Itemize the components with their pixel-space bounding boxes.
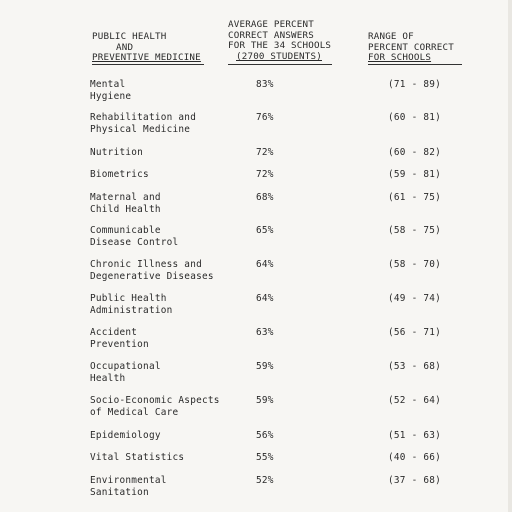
average-cell: 64%: [256, 259, 274, 270]
range-cell: (60 - 82): [388, 147, 442, 158]
subject-cell: [90, 79, 131, 102]
range-cell: (58 - 70): [388, 259, 442, 270]
subject-line: Environmental: [90, 475, 167, 486]
subject-line: Disease Control: [90, 236, 179, 248]
subject-line: Administration: [90, 304, 173, 316]
range-header-line-2: PERCENT CORRECT: [368, 41, 454, 53]
subject-cell: [90, 452, 184, 464]
subject-cell: [90, 293, 173, 316]
average-header-line-4: (2700 STUDENTS): [236, 50, 322, 62]
subject-cell: [90, 112, 196, 135]
subject-line: Maternal and: [90, 192, 161, 203]
subject-line: Hygiene: [90, 90, 132, 102]
subject-line: of Medical Care: [90, 406, 179, 418]
average-cell: 83%: [256, 79, 274, 90]
subject-line: Mental: [90, 79, 126, 90]
subject-line: Socio-Economic Aspects: [90, 395, 220, 406]
subject-line: Communicable: [90, 225, 161, 236]
average-column-header: [228, 20, 331, 62]
subject-line: Public Health: [90, 293, 167, 304]
average-cell: 59%: [256, 395, 274, 406]
average-cell: 56%: [256, 430, 274, 441]
subject-header-rule: [92, 64, 204, 65]
subject-cell: [90, 192, 161, 215]
average-header-line-3: FOR THE 34 SCHOOLS: [228, 40, 332, 52]
subject-cell: [90, 225, 178, 248]
subject-line: Vital Statistics: [90, 452, 185, 463]
range-cell: (37 - 68): [388, 475, 442, 486]
range-cell: (53 - 68): [388, 361, 442, 372]
subject-cell: [90, 147, 143, 159]
average-cell: 72%: [256, 147, 274, 158]
subject-line: Health: [90, 372, 126, 384]
range-cell: (56 - 71): [388, 327, 442, 338]
average-header-line-2: CORRECT ANSWERS: [228, 29, 314, 41]
average-cell: 55%: [256, 452, 274, 463]
subject-line: Nutrition: [90, 147, 144, 158]
average-header-rule: [228, 64, 332, 65]
range-header-line-3: FOR SCHOOLS: [368, 52, 432, 64]
range-cell: (71 - 89): [388, 79, 442, 90]
range-cell: (52 - 64): [388, 395, 442, 406]
range-cell: (51 - 63): [388, 430, 442, 441]
subject-column-header: [92, 32, 201, 64]
subject-line: Occupational: [90, 361, 161, 372]
range-header-line-1: RANGE OF: [368, 31, 414, 42]
subject-cell: [90, 327, 149, 350]
average-cell: 59%: [256, 361, 274, 372]
average-cell: 68%: [256, 192, 274, 203]
range-cell: (40 - 66): [388, 452, 442, 463]
average-cell: 72%: [256, 169, 274, 180]
range-header-rule: [368, 64, 462, 65]
subject-line: Accident: [90, 327, 138, 338]
range-cell: (60 - 81): [388, 112, 442, 123]
range-cell: (59 - 81): [388, 169, 442, 180]
subject-line: Child Health: [90, 203, 161, 215]
subject-line: Rehabilitation and: [90, 112, 197, 123]
average-cell: 76%: [256, 112, 274, 123]
subject-cell: [90, 361, 161, 384]
subject-line: Epidemiology: [90, 430, 161, 441]
subject-cell: [90, 169, 149, 181]
subject-cell: [90, 395, 220, 418]
subject-line: Biometrics: [90, 169, 149, 180]
subject-line: Physical Medicine: [90, 123, 191, 135]
average-cell: 52%: [256, 475, 274, 486]
average-cell: 64%: [256, 293, 274, 304]
subject-line: Degenerative Diseases: [90, 270, 214, 282]
subject-line: Sanitation: [90, 486, 149, 498]
range-cell: (61 - 75): [388, 192, 442, 203]
subject-line: Prevention: [90, 338, 149, 350]
subject-header-line-2: AND: [116, 41, 134, 53]
subject-line: Chronic Illness and: [90, 259, 202, 270]
subject-header-line-3: PREVENTIVE MEDICINE: [92, 52, 201, 64]
subject-cell: [90, 475, 167, 498]
average-header-line-1: AVERAGE PERCENT: [228, 19, 314, 30]
average-cell: 65%: [256, 225, 274, 236]
subject-cell: [90, 259, 214, 282]
range-column-header: [368, 32, 454, 64]
subject-cell: [90, 430, 161, 442]
subject-header-line-1: PUBLIC HEALTH: [92, 31, 167, 42]
range-cell: (58 - 75): [388, 225, 442, 236]
range-cell: (49 - 74): [388, 293, 442, 304]
average-cell: 63%: [256, 327, 274, 338]
